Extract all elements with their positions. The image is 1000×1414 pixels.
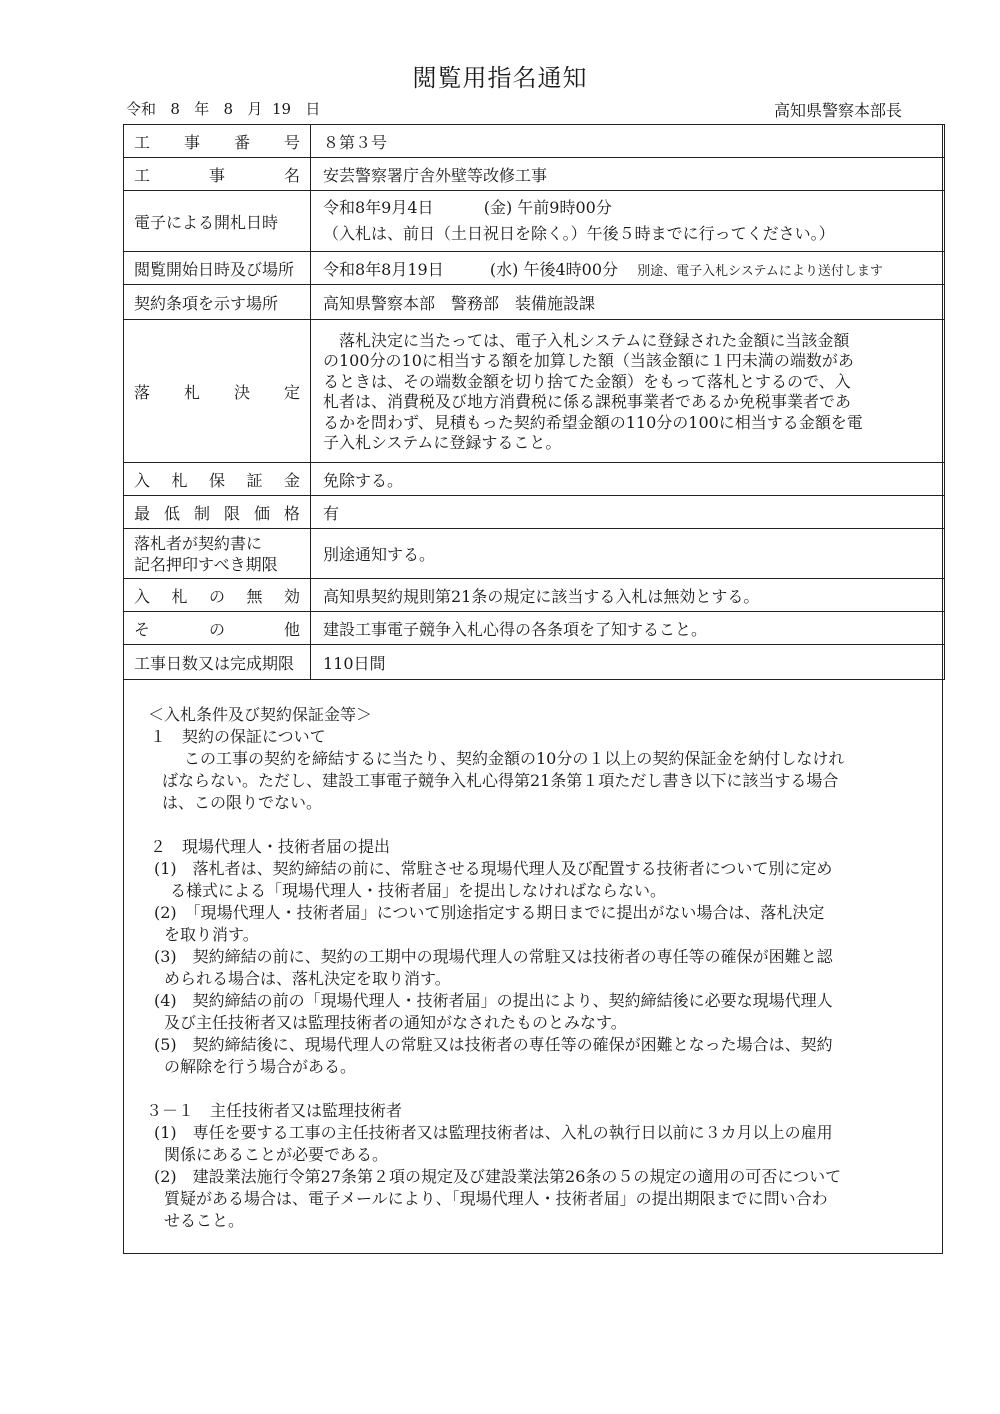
- label-char: 札: [171, 586, 188, 606]
- label-char: 番: [233, 132, 250, 152]
- row-saitei: [124, 496, 945, 529]
- etsuran-note: 別途、電子入札システムにより送付します: [637, 263, 883, 279]
- label-kaisatsu: 電子による開札日時: [124, 191, 311, 252]
- label-char: 決: [233, 382, 250, 402]
- kaisatsu-line1: [323, 197, 932, 219]
- label-kouki: 工事日数又は完成期限: [124, 645, 311, 680]
- rakusatsu-line: の100分の10に相当する額を加算した額（当該金額に１円未満の端数があ: [323, 351, 854, 370]
- label-char: 効: [283, 586, 300, 606]
- row-koji-mei: [124, 158, 945, 191]
- row-etsuran: [124, 252, 945, 285]
- label-sonota: [124, 612, 311, 645]
- section2-item-cont: る様式による「現場代理人・技術者届」を提出しなければならない。: [170, 881, 667, 900]
- page-title: 閲覧用指名通知: [412, 64, 588, 92]
- value-saitei: 有: [311, 496, 945, 529]
- value-etsuran: [311, 252, 945, 285]
- label-char: の: [208, 586, 225, 606]
- section2-item: (2) 「現場代理人・技術者届」について別途指定する期日までに提出がない場合は、落札決定: [154, 903, 825, 922]
- section3-item-cont: 質疑がある場合は、電子メールにより、「現場代理人・技術者届」の提出期限までに問い合わ: [164, 1189, 828, 1208]
- section3-heading: ３－１ 主任技術者又は監理技術者: [146, 1101, 403, 1120]
- section3-item-cont: せること。: [164, 1211, 245, 1230]
- date-month: 8: [223, 100, 234, 118]
- label-char: 事: [208, 165, 225, 185]
- section3-item: (1) 専任を要する工事の主任技術者又は監理技術者は、入札の執行日以前に３カ月以上の雇用: [154, 1123, 833, 1142]
- section2-item: (1) 落札者は、契約締結の前に、常駐させる現場代理人及び配置する技術者について別に定め: [154, 859, 833, 878]
- etsuran-date: 令和8年8月19日: [323, 259, 444, 279]
- label-kigen-line1: 落札者が契約書に: [134, 533, 263, 553]
- label-char: 最: [134, 503, 151, 523]
- value-hoshokin: 免除する。: [311, 463, 945, 496]
- conditions-heading: ＜入札条件及び契約保証金等＞: [148, 705, 373, 724]
- date-month-unit: 月: [247, 100, 263, 118]
- label-char: 保: [208, 470, 225, 490]
- notice-table: [123, 124, 945, 680]
- value-koji-bango: ８第３号: [311, 125, 945, 158]
- section3-item: (2) 建設業法施行令第27条第２項の規定及び建設業法第26条の５の規定の適用の可否について: [154, 1167, 842, 1186]
- row-kigen: [124, 529, 945, 579]
- section2-item: (3) 契約締結の前に、契約の工期中の現場代理人の常駐又は技術者の専任等の確保が困難と認: [154, 947, 833, 966]
- value-koji-mei: 安芸警察署庁舎外壁等改修工事: [311, 158, 945, 191]
- label-kigen: [124, 529, 311, 579]
- rakusatsu-line: るときは、その端数金額を切り捨てた金額）をもって落札とするので、入: [323, 371, 851, 391]
- section2-item-cont: の解除を行う場合がある。: [164, 1057, 357, 1076]
- section1-line: この工事の契約を締結するに当たり、契約金額の10分の１以上の契約保証金を納付しなけれ: [184, 749, 845, 768]
- row-koji-bango: [124, 125, 945, 158]
- label-char: 札: [171, 470, 188, 490]
- value-kigen: 別途通知する。: [311, 529, 945, 579]
- section1-line: ばならない。ただし、建設工事電子競争入札心得第21条第１項ただし書き以下に該当する場合: [162, 771, 839, 790]
- section2-item: (5) 契約締結後に、現場代理人の常駐又は技術者の専任等の確保が困難となった場合は、契約: [154, 1035, 833, 1054]
- value-kouki: 110日間: [311, 645, 945, 680]
- date-day-unit: 日: [305, 100, 321, 118]
- label-keiyaku-basho: 契約条項を示す場所: [124, 285, 311, 320]
- rakusatsu-line: 札者は、消費税及び地方消費税に係る課税事業者であるか免税事業者であ: [323, 392, 852, 411]
- label-char: 工: [134, 165, 151, 185]
- label-char: 無: [246, 586, 263, 606]
- label-kigen-line2: 記名押印すべき期限: [134, 554, 278, 574]
- label-char: 証: [246, 470, 263, 490]
- label-char: 限: [223, 503, 240, 523]
- label-char: 価: [253, 503, 270, 523]
- date-day: 19: [271, 100, 292, 118]
- label-char: 入: [134, 586, 151, 606]
- section2-item: (4) 契約締結の前の「現場代理人・技術者届」の提出により、契約締結後に必要な現場代理人: [154, 991, 833, 1010]
- label-char: 入: [134, 470, 151, 490]
- row-kouki: [124, 645, 945, 680]
- rakusatsu-line: 子入札システムに登録すること。: [323, 433, 562, 452]
- label-char: 金: [283, 470, 300, 490]
- label-char: の: [208, 619, 225, 639]
- label-char: 名: [283, 165, 300, 185]
- notice-date: [126, 98, 320, 119]
- section2-item-cont: 及び主任技術者又は監理技術者の通知がなされたものとみなす。: [164, 1013, 627, 1032]
- value-mukou: 高知県契約規則第21条の規定に該当する入札は無効とする。: [311, 579, 945, 612]
- issuer: 高知県警察本部長: [773, 101, 902, 120]
- etsuran-time: (水) 午後4時00分: [489, 259, 619, 279]
- rakusatsu-line: るかを問わず、見積もった契約希望金額の110分の100に相当する金額を電: [323, 412, 863, 432]
- row-rakusatsu: [124, 320, 945, 463]
- label-koji-mei: [124, 158, 311, 191]
- section2-heading: ２ 現場代理人・技術者届の提出: [150, 837, 391, 856]
- label-saitei: [124, 496, 311, 529]
- label-char: 工: [134, 132, 151, 152]
- value-keiyaku-basho: 高知県警察本部 警務部 装備施設課: [311, 285, 945, 320]
- label-char: 号: [283, 132, 300, 152]
- section2-item-cont: められる場合は、落札決定を取り消す。: [164, 969, 451, 988]
- section1-line: は、この限りでない。: [162, 793, 323, 812]
- date-era: 令和: [126, 100, 157, 118]
- date-year-unit: 年: [194, 100, 210, 118]
- value-sonota: 建設工事電子競争入札心得の各条項を了知すること。: [311, 612, 945, 645]
- label-char: 定: [283, 382, 300, 402]
- row-sonota: [124, 612, 945, 645]
- label-char: 他: [283, 619, 300, 639]
- value-rakusatsu: [311, 320, 945, 463]
- label-char: そ: [134, 619, 151, 639]
- row-kaisatsu: [124, 191, 945, 252]
- label-char: 格: [283, 503, 300, 523]
- label-char: 事: [183, 132, 200, 152]
- kaisatsu-line2: （入札は、前日（土日祝日を除く。）午後５時までに行ってください。）: [323, 224, 835, 243]
- kaisatsu-date: 令和8年9月4日: [323, 198, 434, 217]
- row-hoshokin: [124, 463, 945, 496]
- section2-item-cont: を取り消す。: [164, 925, 259, 944]
- kaisatsu-time: (金) 午前9時00分: [483, 198, 612, 217]
- row-keiyaku-basho: [124, 285, 945, 320]
- label-char: 落: [134, 382, 151, 402]
- label-etsuran: 閲覧開始日時及び場所: [124, 252, 311, 285]
- label-mukou: [124, 579, 311, 612]
- label-char: 札: [183, 382, 200, 402]
- value-kaisatsu: [311, 191, 945, 252]
- section3-item-cont: 関係にあることが必要である。: [164, 1145, 389, 1164]
- label-hoshokin: [124, 463, 311, 496]
- row-mukou: [124, 579, 945, 612]
- label-koji-bango: [124, 125, 311, 158]
- label-char: 低: [163, 503, 180, 523]
- label-char: 制: [193, 503, 210, 523]
- section1-heading: １ 契約の保証について: [150, 727, 326, 746]
- label-rakusatsu: [124, 320, 311, 463]
- date-year: 8: [170, 100, 180, 118]
- rakusatsu-line: 落札決定に当たっては、電子入札システムに登録された金額に当該金額: [339, 330, 850, 350]
- bid-conditions: [140, 704, 930, 1232]
